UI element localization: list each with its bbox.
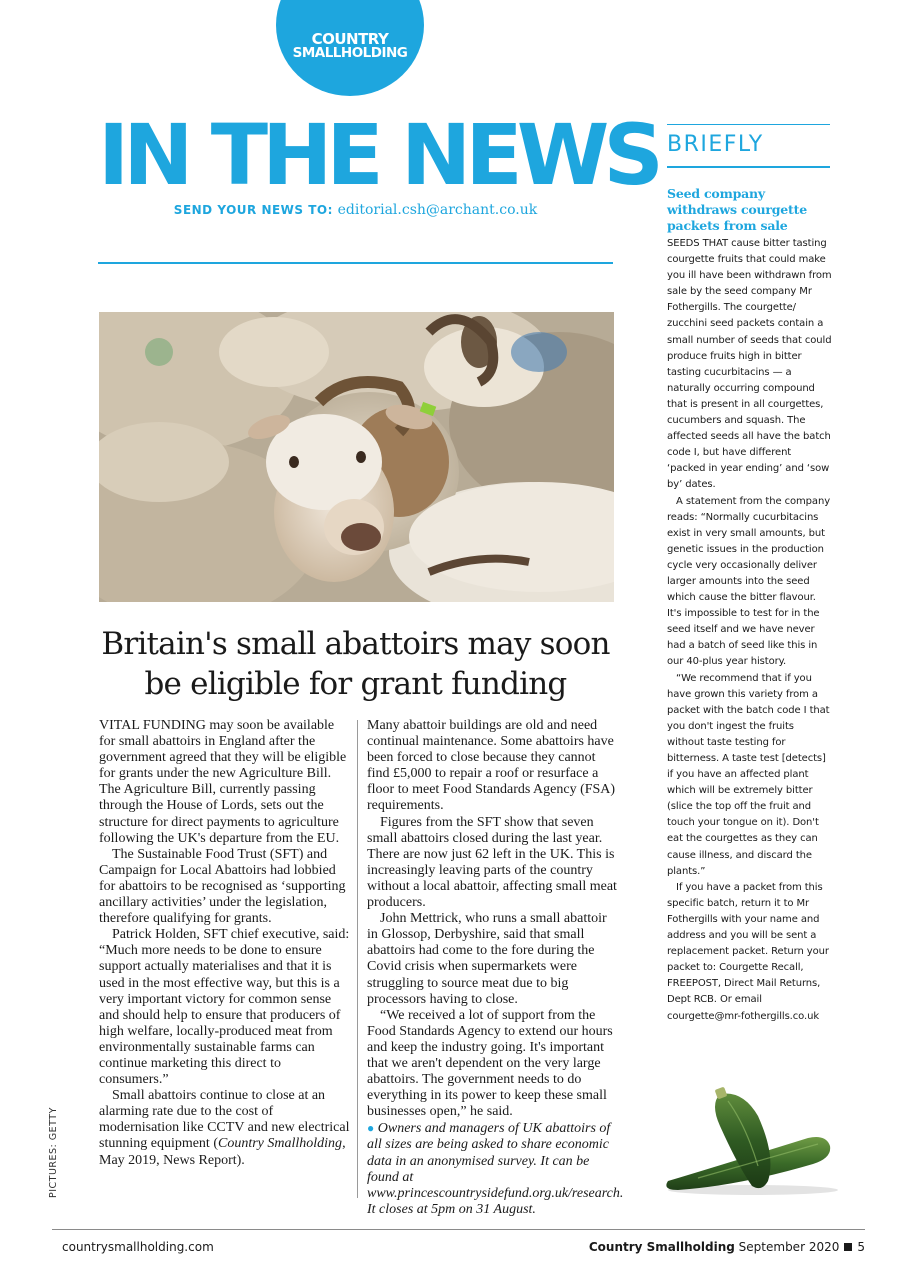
footer-magazine: Country Smallholding [588, 1240, 735, 1254]
footer-folio [589, 1240, 865, 1254]
send-news-label: SEND YOUR NEWS TO: [173, 203, 333, 217]
article-paragraph: Patrick Holden, SFT chief executive, said: “Much more needs to be done to ensure support actually materialises and that it is used in the most effective way, but this is a very important victory for common sense and should help to ensure that producers of high welfare, locally-produced meat from environmentally sustainable farms can continue marketing this direct to consumers.” [99, 927, 350, 1088]
briefly-heading: BRIEFLY [667, 132, 764, 157]
article-paragraph: John Mettrick, who runs a small abattoir in Glossop, Derbyshire, said that small abattoirs had come to the fore during the Covid crisis when supermarkets were struggling to source meat due to big processors having to close. [367, 911, 607, 1007]
article-text: , May 2019, News Report). [99, 1136, 346, 1168]
send-news-email[interactable]: editorial.csh@archant.co.uk [337, 202, 538, 218]
send-news-line [98, 202, 613, 218]
article-paragraph: VITAL FUNDING may soon be available for small abattoirs in England after the government agreed that they will be eligible for grants under the new Agriculture Bill. The Agriculture Bill, currently passing through the House of Lords, sets out the structure for direct payments to agriculture following the UK's departure from the EU. [99, 718, 347, 846]
photo-credit: PICTURES: GETTY [48, 1107, 59, 1198]
briefly-paragraph: A statement from the company reads: “Normally cucurbitacins exist in very small amounts, but genetic issues in the production cycle very occasionally deliver larger amounts into the seed which cause the bitter flavour. It's impossible to test for in the seed itself and we have never had a batch of seed like this in our 40-plus year history. [667, 495, 831, 668]
article-column-1 [99, 718, 351, 1169]
briefly-email[interactable]: courgette@mr-fothergills.co.uk [667, 1010, 820, 1022]
briefly-top-rule [667, 124, 830, 125]
square-icon [844, 1243, 852, 1251]
article-paragraph: Figures from the SFT show that seven small abattoirs closed during the last year. There are now just 62 left in the UK. This is increasingly leaving parts of the country without a local abattoir, affecting small meat producers. [367, 814, 617, 911]
logo-line-2: SMALLHOLDING [292, 45, 408, 61]
logo-line-1: COUNTRY [311, 30, 389, 48]
article-reference-title: Country Smallholding [218, 1136, 343, 1152]
briefly-paragraph: If you have a packet from this specific batch, return it to Mr Fothergills with your name and address and you will be sent a replacement packet. Return your packet to: Courgette Recall, FREEPOST, Direct Mail Returns, Dept RCB. Or email [667, 881, 829, 1006]
column-divider [357, 720, 358, 1198]
footer-page-number: 5 [857, 1240, 865, 1254]
briefly-paragraph: “We recommend that if you have grown this variety from a packet with the batch code I that you don't ingest the fruits without taste testing for bitterness. A taste test [detects] if you have an affected plant which will be extremely bitter (slice the top off the fruit and touch your tongue on it). Don't eat the courgettes as they can cause illness, and discard the plants.” [667, 672, 830, 877]
footer-website[interactable]: countrysmallholding.com [62, 1240, 214, 1254]
magazine-logo [276, 32, 424, 60]
briefly-paragraph: SEEDS THAT cause bitter tasting courgette fruits that could make you ill have been withdrawn from sale by the seed company Mr Fothergills. The courgette/ zucchini seed packets contain a small number of seeds that could produce fruits high in bitter tasting cucurbitacins — a naturally occurring compound that is present in all courgettes, cucumbers and squash. The affected seeds all have the batch code I, but have different ‘packed in year ending’ and ‘sow by’ dates. [667, 238, 832, 491]
article-title-line-1: Britain's small abattoirs may soon [101, 626, 610, 662]
article-title-line-2: be eligible for grant funding [144, 666, 567, 702]
article-paragraph: The Sustainable Food Trust (SFT) and Campaign for Local Abattoirs had lobbied for abattoirs to be recognised as ‘supporting ancillary activities’ under the legislation, therefore qualifying for grants. [99, 846, 346, 927]
footer-rule [52, 1229, 865, 1230]
survey-note-text: Owners and managers of UK abattoirs of all sizes are being asked to share economic data in an anonymised survey. It can be found at www.princescountrysidefund.org.uk/research. It closes at 5pm on 31 August. [367, 1121, 624, 1217]
article-text: Small abattoirs continue to close at an alarming rate due to the cost of modernisation like CCTV and new electrical stunning equipment ( [99, 1088, 350, 1152]
section-title: IN THE NEWS [98, 106, 658, 204]
article-title [98, 624, 613, 704]
footer-issue: September 2020 [738, 1240, 840, 1254]
article-paragraph [99, 1088, 351, 1168]
briefly-story-title: Seed company withdraws courgette packets from sale [667, 186, 807, 233]
article-paragraph: Many abattoir buildings are old and need continual maintenance. Some abattoirs have been forced to close because they cannot find £5,000 to repair a roof or resurface a floor to meet Food Standards Agency (FSA) requirements. [367, 718, 616, 814]
survey-note [367, 1120, 624, 1218]
article-paragraph: “We received a lot of support from the Food Standards Agency to extend our hours and keep the industry going. It's important that we aren't dependent on the very large abattoirs. The government needs to do everything in its power to keep these small businesses open,” he said. [367, 1007, 613, 1120]
briefly-bottom-rule [667, 166, 830, 168]
courgette-image [658, 1086, 840, 1196]
bullet-icon: ● [367, 1121, 375, 1136]
briefly-story-body [667, 236, 832, 1025]
article-column-2 [367, 718, 624, 1218]
sheep-photo [99, 312, 614, 602]
heading-rule [98, 262, 613, 264]
